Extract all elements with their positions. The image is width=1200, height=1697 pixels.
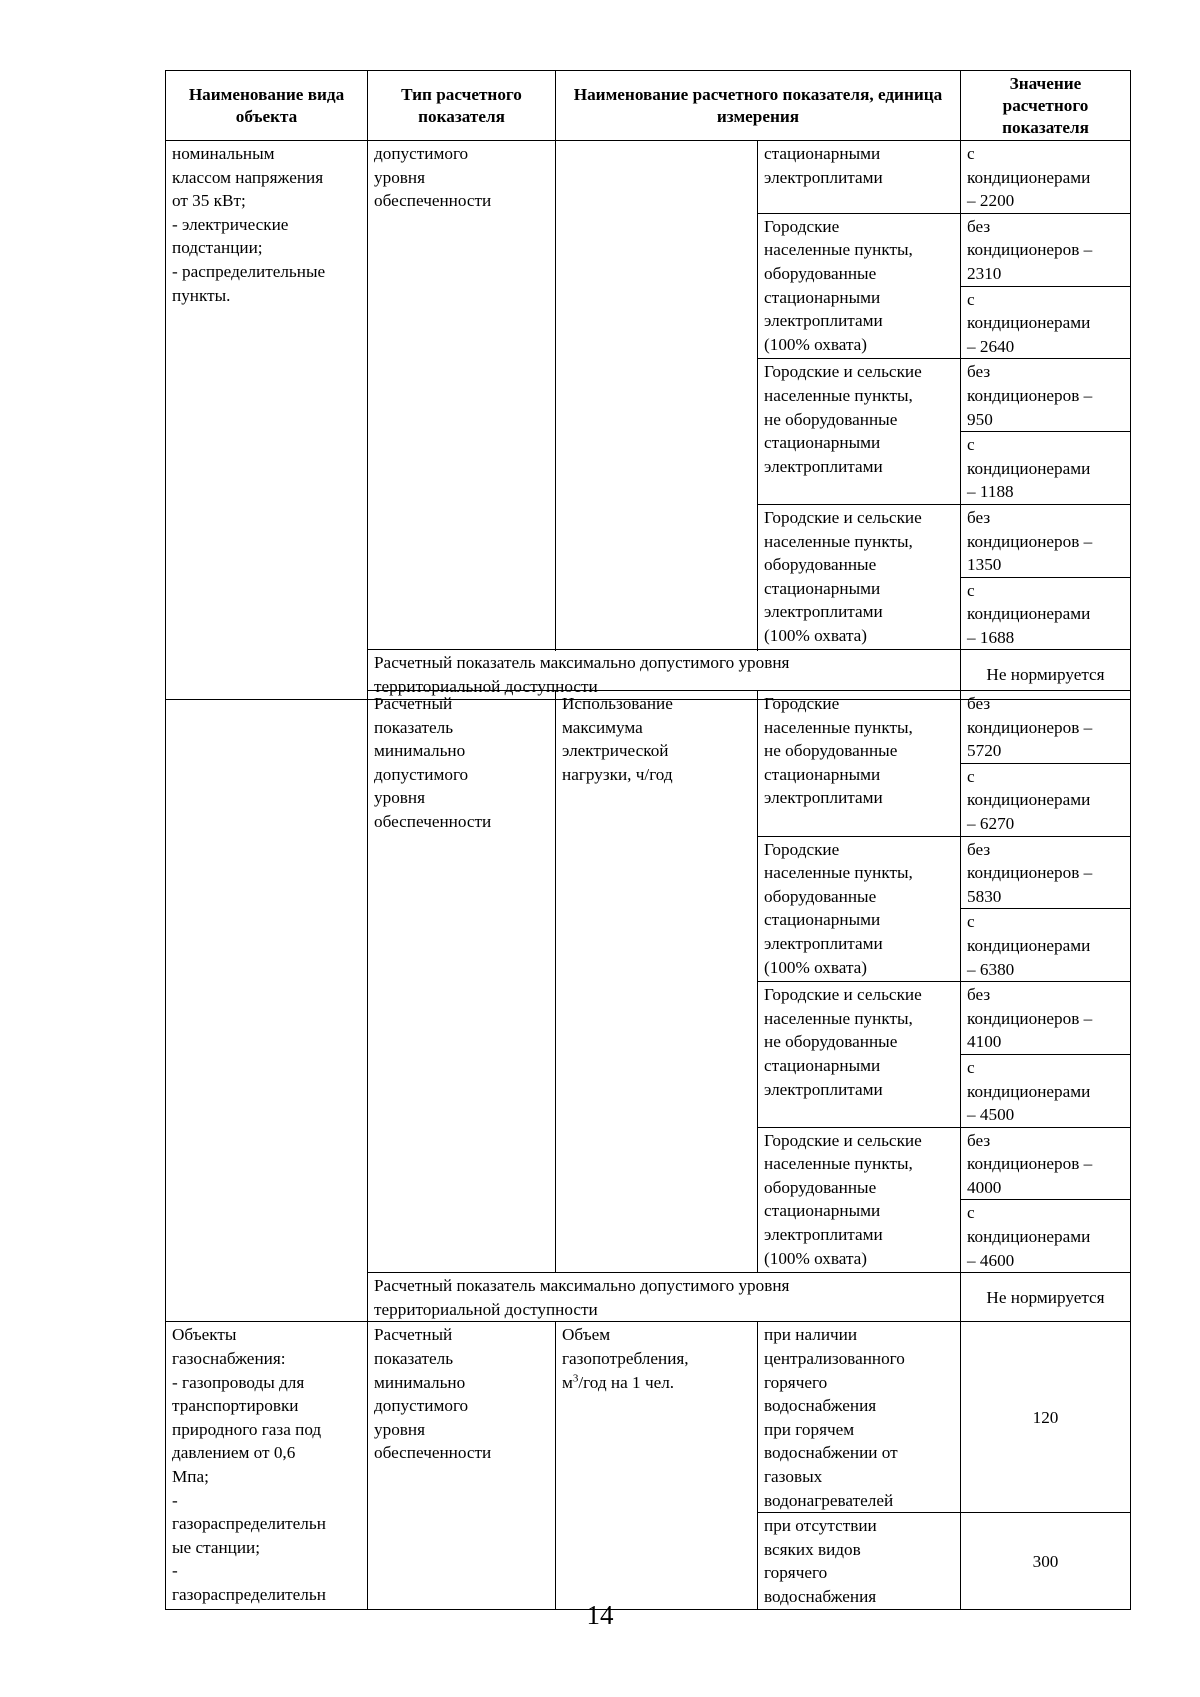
- value-cell: без кондиционеров – 4100: [961, 982, 1131, 1055]
- header-indicator-type: Тип расчетного показателя: [368, 71, 556, 141]
- settlement-cell: стационарными электроплитами: [758, 141, 961, 214]
- header-indicator-value: Значение расчетного показателя: [961, 71, 1131, 141]
- value-cell: без кондиционеров – 950: [961, 359, 1131, 432]
- not-normalized-cell: Не нормируется: [961, 1273, 1131, 1322]
- value-cell: с кондиционерами – 6270: [961, 763, 1131, 836]
- norms-table: [165, 70, 1131, 700]
- settlement-cell: Городские и сельские населенные пункты, оборудованные стационарными электроплитами (100% охвата): [758, 504, 961, 650]
- table-header-row: [166, 71, 1131, 141]
- object-cell-electric: номинальным классом напряжения от 35 кВт; - электрические подстанции; - распределительные пункты.: [166, 141, 368, 700]
- max-level-cell: Расчетный показатель максимально допустимого уровня территориальной доступности: [368, 1273, 961, 1322]
- unit-m: м: [562, 1372, 573, 1392]
- value-cell: с кондиционерами – 1688: [961, 577, 1131, 650]
- object-cell-electric-cont: [166, 691, 368, 1322]
- table-row: [166, 141, 1131, 214]
- page-number: 14: [586, 1600, 614, 1630]
- value-cell: без кондиционеров – 2310: [961, 213, 1131, 286]
- indicator-cell: Использование максимума электрической нагрузки, ч/год: [556, 691, 758, 1273]
- settlement-cell: Городские населенные пункты, не оборудованные стационарными электроплитами: [758, 691, 961, 837]
- value-cell: с кондиционерами – 4600: [961, 1200, 1131, 1273]
- indicator-cell: [556, 141, 758, 650]
- value-cell: с кондиционерами – 2640: [961, 286, 1131, 359]
- header-object-type: Наименование вида объекта: [166, 71, 368, 141]
- norms-table-continued: [165, 690, 1131, 1610]
- settlement-cell: Городские населенные пункты, оборудованные стационарными электроплитами (100% охвата): [758, 213, 961, 359]
- object-cell-gas: Объекты газоснабжения: - газопроводы для транспортировки природного газа под давлением от 0,6 Мпа; - газораспределительн ые станции; - газораспределительн: [166, 1322, 368, 1609]
- table-row: [166, 691, 1131, 764]
- value-cell: с кондиционерами – 2200: [961, 141, 1131, 214]
- value-cell: без кондиционеров – 4000: [961, 1127, 1131, 1200]
- not-normalized-cell: Не нормируется: [961, 650, 1131, 699]
- unit-tail: /год на 1 чел.: [578, 1372, 675, 1392]
- unit-superscript: 3: [572, 1371, 579, 1384]
- value-cell: с кондиционерами – 6380: [961, 909, 1131, 982]
- settlement-cell: Городские и сельские населенные пункты, не оборудованные стационарными электроплитами: [758, 359, 961, 505]
- type-cell: допустимого уровня обеспеченности: [368, 141, 556, 650]
- header-indicator-name: Наименование расчетного показателя, единица измерения: [556, 71, 961, 141]
- max-level-cell: Расчетный показатель максимально допустимого уровня территориальной доступности: [368, 650, 961, 699]
- settlement-cell: Городские населенные пункты, оборудованные стационарными электроплитами (100% охвата): [758, 836, 961, 982]
- value-cell: 300: [961, 1513, 1131, 1609]
- settlement-cell: Городские и сельские населенные пункты, не оборудованные стационарными электроплитами: [758, 982, 961, 1128]
- value-cell: с кондиционерами – 4500: [961, 1054, 1131, 1127]
- settlement-cell: при наличии централизованного горячего водоснабжения при горячем водоснабжении от газовых водонагревателей: [758, 1322, 961, 1513]
- settlement-cell: Городские и сельские населенные пункты, оборудованные стационарными электроплитами (100% охвата): [758, 1127, 961, 1273]
- type-cell: Расчетный показатель минимально допустимого уровня обеспеченности: [368, 691, 556, 1273]
- table-row: [166, 1322, 1131, 1513]
- value-cell: 120: [961, 1322, 1131, 1513]
- type-cell: Расчетный показатель минимально допустимого уровня обеспеченности: [368, 1322, 556, 1609]
- indicator-cell: Объем газопотребления, $м^3$/год на 1 чел.: [556, 1322, 758, 1609]
- settlement-cell: при отсутствии всяких видов горячего водоснабжения: [758, 1513, 961, 1609]
- value-cell: без кондиционеров – 5720: [961, 691, 1131, 764]
- value-cell: без кондиционеров – 5830: [961, 836, 1131, 909]
- value-cell: с кондиционерами – 1188: [961, 432, 1131, 505]
- value-cell: без кондиционеров – 1350: [961, 504, 1131, 577]
